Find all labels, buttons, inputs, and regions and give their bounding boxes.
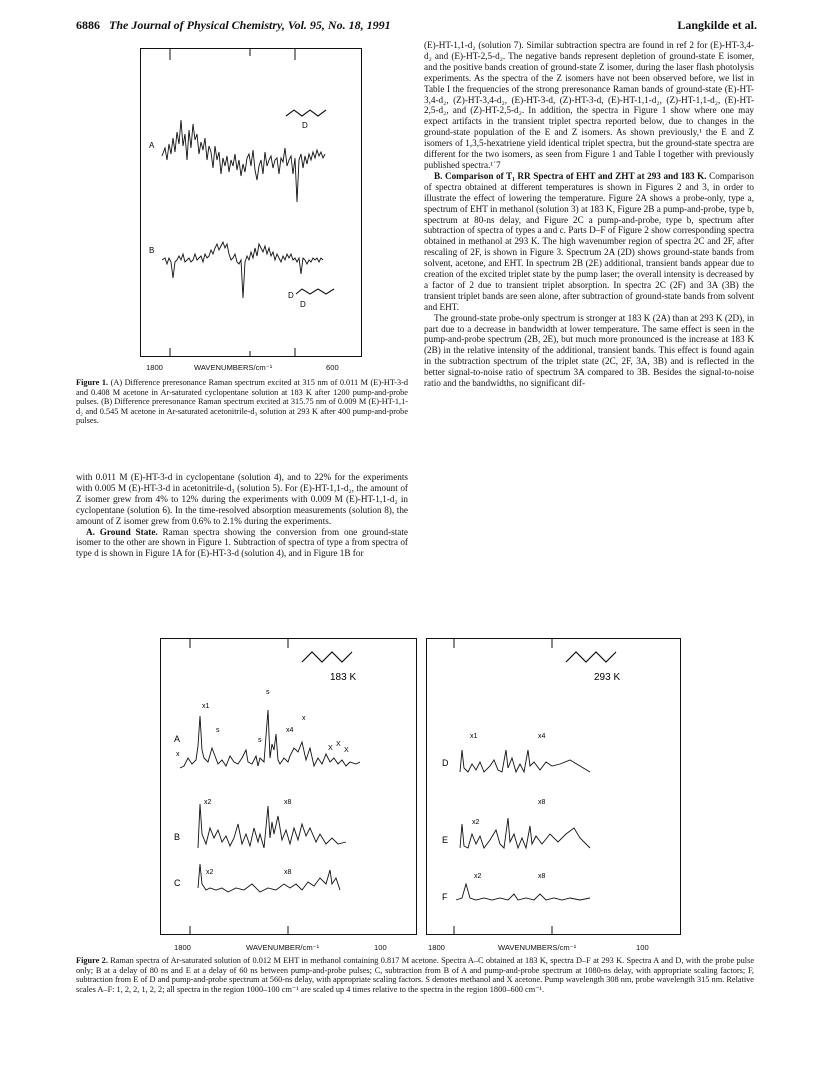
annotation-s-3: s: [258, 737, 262, 744]
figure-1: [140, 48, 362, 358]
annotation-x2-c: x2: [206, 869, 214, 876]
figure-1-label-d-top: D: [302, 121, 308, 130]
journal-citation: The Journal of Physical Chemistry, Vol. 95, No. 18, 1991: [109, 18, 391, 32]
figure-2-right-axis-title: WAVENUMBERS/cm⁻¹: [498, 943, 577, 952]
figure-1-label-d-bottom2: D: [300, 300, 306, 309]
annotation-x8-f: x8: [538, 873, 546, 880]
annotation-x: x: [176, 751, 180, 758]
spectrum-2b-trace: [198, 804, 346, 848]
annotation-acetone-1: X: [328, 745, 333, 752]
molecule-structure-bottom: [296, 289, 334, 294]
annotation-s-2: s: [266, 689, 270, 696]
figure-2: [160, 638, 682, 938]
figure-2-label-c: C: [174, 878, 181, 888]
molecule-structure-183k: [302, 652, 352, 662]
figure-1-label-a: A: [149, 141, 155, 150]
figure-2-left-axis-title: WAVENUMBER/cm⁻¹: [246, 943, 320, 952]
running-header: [76, 18, 391, 33]
figure-1-axis-left: 1800: [146, 363, 163, 372]
left-paragraph-2-text: Raman spectra showing the conversion from one ground-state isomer to the other are shown in Figure 1. Subtraction of spectra of type a from spectra of type d is shown in Figure 1A for (E)-HT-3-d (solution 4), and in Figure 1B for: [76, 526, 408, 559]
figure-2-plot: [160, 638, 682, 938]
figure-1-caption-text: (A) Difference preresonance Raman spectrum excited at 315 nm of 0.011 M (E)-HT-3-d and 0.408 M acetone in Ar-saturated cyclopentane solution at 183 K after 1200 pump-and-probe pulses. (B) Difference preresonance Raman spectrum excited at 315.75 nm of 0.009 M (E)-HT-1,1-d₂ and 0.545 M acetone in Ar-saturated acetonitrile-d₃ solution at 293 K after 400 pump-and-probe pulses.: [76, 378, 409, 426]
figure-2-label-f: F: [442, 892, 448, 902]
figure-2-right-axis-left: 1800: [428, 943, 445, 952]
figure-2-caption-label: Figure 2.: [76, 956, 108, 965]
spectrum-2c-trace: [198, 864, 340, 892]
left-paragraph-2: [76, 527, 408, 560]
annotation-acetone-2: X: [336, 741, 341, 748]
page-number: 6886: [76, 18, 100, 32]
figure-1-axis-right: 600: [326, 363, 339, 372]
annotation-x1-d: x1: [470, 733, 478, 740]
section-heading-ground-state: A. Ground State.: [86, 526, 158, 537]
right-column: [424, 40, 754, 389]
spectrum-2d-trace: [460, 750, 590, 772]
section-heading-comparison: B. Comparison of T₁ RR Spectra of EHT and ZHT at 293 and 183 K.: [434, 170, 707, 181]
temperature-293k: 293 K: [594, 672, 621, 683]
temperature-183k: 183 K: [330, 672, 357, 683]
figure-2-label-e: E: [442, 835, 449, 845]
figure-2-label-a: A: [174, 734, 181, 744]
figure-1-caption: [76, 378, 408, 426]
molecule-structure-top: [286, 110, 326, 116]
annotation-s-1: s: [216, 727, 220, 734]
right-paragraph-1: (E)-HT-1,1-d₂ (solution 7). Similar subtraction spectra are found in ref 2 for (E)-HT-3,4-d₂ and (E)-HT-2,5-d₂. The negative bands represent depletion of ground-state E isomer, and the positive bands creation of ground-state Z isomer, during the laser flash photolysis experiments. As the spectra of the Z isomers have not been observed before, we list in Table I the frequencies of the strong preresonance Raman bands of ground-state (E)-HT-3,4-d₂, (Z)-HT-3,4-d₂, (E)-HT-3-d, (Z)-HT-3-d, (E)-HT-1,1-d₂, (Z)-HT-1,1-d₂, (E)-HT-2,5-d₂, and (Z)-HT-2,5-d₂. In addition, the spectra in Figure 1 show where one may expect artifacts in the transient triplet spectra reported below, due to changes in the ground-state population of the E and Z isomers. As shown previously,¹ the E and Z isomers of 1,3,5-hexatriene yield identical triplet spectra, but the ground-state spectra are different for the two isomers, as seen from Figure 1 and Table I together with previously published spectra.¹˙7: [424, 40, 754, 170]
figure-2-caption: [76, 956, 754, 994]
figure-2-left-axis-right: 100: [374, 943, 387, 952]
figure-1-plot: [140, 48, 362, 358]
spectrum-2a-trace: [180, 710, 360, 768]
annotation-x1-a: x1: [202, 703, 210, 710]
annotation-x2-e: x2: [472, 819, 480, 826]
annotation-x8-c: x8: [284, 869, 292, 876]
annotation-x4-d: x4: [538, 733, 546, 740]
spectrum-a-trace: [162, 120, 325, 202]
right-paragraph-3: The ground-state probe-only spectrum is stronger at 183 K (2A) than at 293 K (2D), in part due to a decrease in bandwidth at lower temperature. The same effect is seen in the pump-and-probe spectrum (2B, 2E), but much more pronounced is the increase at 183 K (2B) in the relative intensity of the additional, transient bands. This effect is found again in the subtraction spectrum of the triplet state (2C, 2F, 3A, 3B) and is reflected in the better signal-to-noise ratio of spectrum 3A compared to 3B. Besides the signal-to-noise ratio and the bandwidths, no significant dif-: [424, 312, 754, 389]
figure-2-label-d: D: [442, 758, 449, 768]
figure-1-label-d-bottom: D: [288, 291, 294, 300]
annotation-acetone-3: X: [344, 747, 349, 754]
figure-1-caption-label: Figure 1.: [76, 378, 109, 387]
annotation-x2-b: x2: [204, 799, 212, 806]
molecule-structure-293k: [566, 652, 616, 662]
right-paragraph-2-text: Comparison of spectra obtained at different temperatures is shown in Figures 2 and 3, in order to illustrate the effect of lowering the temperature. Figure 2A shows a probe-only, type a, spectrum of EHT in methanol (solution 3) at 183 K, Figure 2B a pump-and-probe, type b, spectrum at 80-ns delay, and Figure 2C a pump-and-probe, type b, spectrum after subtraction of spectra of types a and c. Parts D–F of Figure 2 show corresponding spectra obtained in methanol at 293 K. The high wavenumber region of spectra 2C and 2F, after rescaling of 2F, is shown in Figure 3. Spectrum 2A (2D) shows ground-state bands from solvent, acetone, and EHT. In spectrum 2B (2E) additional, transient bands appear due to creation of the excited triplet state by the pump laser; the overall intensity is decreased by a factor of 2 due to transient triplet absorption. In spectra 2C (2F) and 3A (3B) the transient triplet bands are seen alone, after subtraction of ground-state bands from solvent and EHT.: [424, 170, 755, 312]
annotation-x8-e: x8: [538, 799, 546, 806]
authors-header: Langkilde et al.: [677, 18, 757, 32]
annotation-x2-f: x2: [474, 873, 482, 880]
left-column: [76, 472, 408, 559]
figure-1-axis-title: WAVENUMBERS/cm⁻¹: [194, 363, 273, 372]
right-paragraph-2: [424, 171, 754, 313]
spectrum-2e-trace: [460, 818, 590, 848]
figure-2-left-axis-left: 1800: [174, 943, 191, 952]
spectrum-b-trace: [162, 242, 323, 298]
spectrum-2f-trace: [456, 884, 590, 900]
annotation-x-2: x: [302, 715, 306, 722]
annotation-x4-a: x4: [286, 727, 294, 734]
figure-1-label-b: B: [149, 246, 155, 255]
annotation-x8-b: x8: [284, 799, 292, 806]
figure-2-caption-text: Raman spectra of Ar-saturated solution of 0.012 M EHT in methanol containing 0.817 M acetone. Spectra A–C obtained at 183 K, spectra D–F at 293 K. Spectra A and D, with the probe pulse only; B at a delay of 80 ns and E at a delay of 60 ns between pump-and-probe pulses; C, subtraction from B of A and pump-and-probe spectrum at 1080-ns delay, with appropriate scaling factors; F, subtraction from E of D and pump-and-probe spectrum at 560-ns delay, with appropriate scaling factors. S denotes methanol and X acetone. Pump wavelength 308 nm, probe wavelength 315 nm. Relative scales A–F: 1, 2, 2, 1, 2, 2; all spectra in the region 1000–100 cm⁻¹ are scaled up 4 times relative to the spectra in the region 1800–600 cm⁻¹.: [76, 956, 754, 994]
figure-2-right-axis-right: 100: [636, 943, 649, 952]
left-paragraph-1: with 0.011 M (E)-HT-3-d in cyclopentane (solution 4), and to 22% for the experiments with 0.005 M (E)-HT-3-d in acetonitrile-d₃ (solution 5). For (E)-HT-1,1-d₂, the amount of Z isomer grew from 4% to 12% during the experiments with 0.009 M (E)-HT-1,1-d₂ in cyclopentane (solution 6). In the time-resolved absorption measurements (solution 8), the amount of Z isomer grew from 0.6% to 2.1% during the experiments.: [76, 472, 408, 526]
figure-2-label-b: B: [174, 832, 181, 842]
